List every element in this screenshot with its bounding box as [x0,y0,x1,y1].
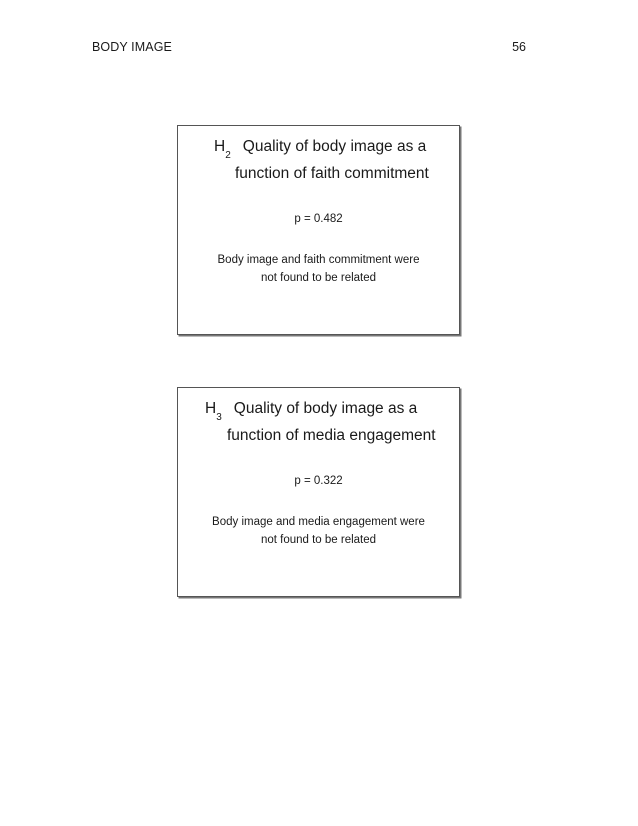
p-value: p = 0.482 [294,213,343,225]
hypothesis-letter: H [205,400,217,417]
slide-h3 [177,387,460,597]
hypothesis-number: 3 [216,412,222,424]
slide-title-line-1 [178,398,459,425]
finding-line-2: not found to be related [260,534,377,546]
hypothesis-number: 2 [225,150,231,162]
hypothesis-letter: H [214,138,226,155]
slide-title-line-1 [178,136,459,163]
finding-line-1: Body image and media engagement were [212,516,425,528]
running-head: BODY IMAGE [92,40,172,54]
title-text-line-1: Quality of body image as a [242,138,427,155]
title-text-line-1: Quality of body image as a [233,400,418,417]
finding-line-1: Body image and faith commitment were [217,254,420,266]
finding-text [178,251,459,287]
p-value: p = 0.322 [294,475,343,487]
finding-text [178,513,459,549]
title-text-line-2: function of media engagement [227,427,436,445]
slide-title [178,398,459,446]
page-number: 56 [512,40,526,54]
finding-line-2: not found to be related [260,272,377,284]
slide-title [178,136,459,184]
slide-h2 [177,125,460,335]
title-text-line-2: function of faith commitment [235,165,429,183]
